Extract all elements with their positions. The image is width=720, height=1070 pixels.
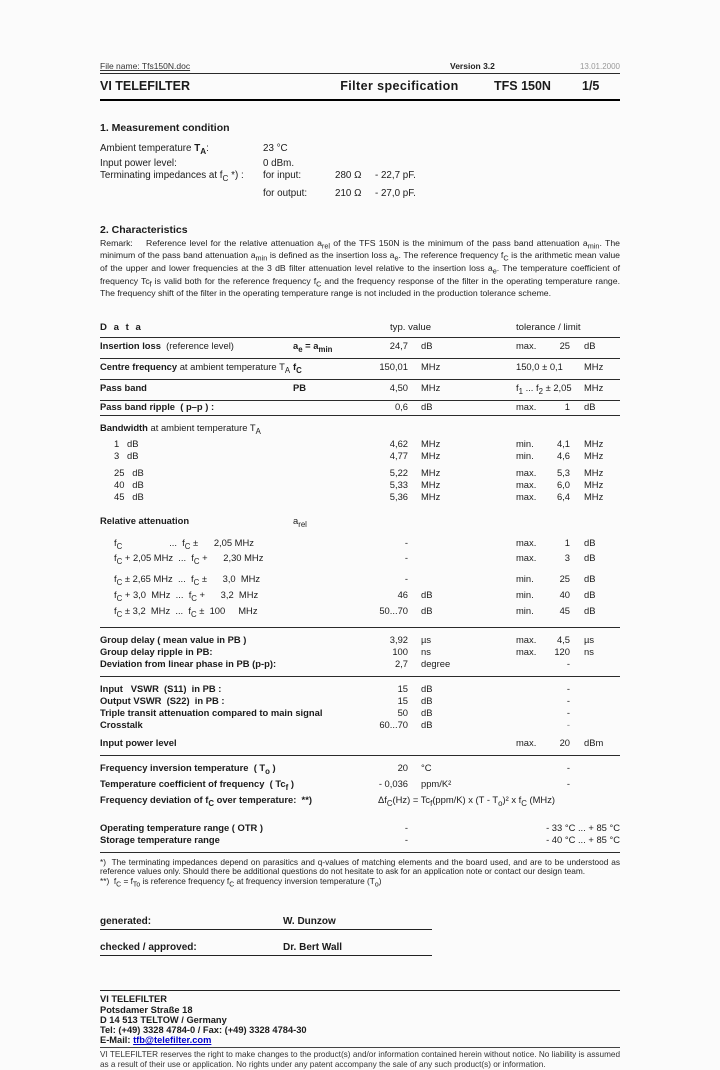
part-number: TFS 150N bbox=[494, 79, 551, 93]
tol-value: 120 bbox=[554, 645, 570, 657]
row-crosstalk bbox=[100, 719, 620, 731]
typ-value: 5,36 bbox=[389, 490, 408, 502]
tol-unit: MHz bbox=[584, 361, 604, 373]
row-label: Pass band bbox=[100, 381, 147, 393]
typ-value: 5,22 bbox=[389, 466, 408, 478]
tol-unit: MHz bbox=[584, 478, 604, 490]
file-name: File name: Tfs150N.doc bbox=[100, 61, 191, 71]
typ-value: 15 bbox=[397, 682, 408, 694]
tol-value: 20 bbox=[559, 736, 570, 748]
company-name: VI TELEFILTER bbox=[100, 79, 191, 93]
tol-unit: dB bbox=[584, 605, 596, 617]
row-label: Group delay ( mean value in PB ) bbox=[100, 633, 247, 645]
row-triple-transit bbox=[100, 707, 620, 719]
tol-unit: MHz bbox=[584, 437, 604, 449]
typ-value: 20 bbox=[397, 761, 408, 773]
mc-label: Terminating impedances at $f_C$ *) : bbox=[100, 170, 244, 184]
typ-value: - bbox=[404, 536, 408, 548]
typ-value: 4,50 bbox=[389, 381, 408, 393]
bw-level: 40 dB bbox=[114, 478, 144, 490]
typ-value: 150,01 bbox=[379, 361, 408, 373]
row-ra-5 bbox=[100, 605, 620, 621]
row-input-power-level bbox=[100, 737, 620, 749]
tol-unit: µs bbox=[584, 633, 595, 645]
checked-label: checked / approved: bbox=[100, 942, 197, 954]
tol-value: 6,0 bbox=[556, 478, 570, 490]
typ-unit: dB bbox=[421, 340, 433, 352]
bw-level: 1 dB bbox=[114, 437, 139, 449]
typ-value: - 0,036 bbox=[378, 777, 408, 789]
row-bandwidth-1db bbox=[100, 438, 620, 450]
tol-prefix: min. bbox=[516, 605, 534, 617]
frequency-range: $f_C \pm 2,65$ MHz ... $f_C$ ± 3,0 MHz bbox=[114, 573, 261, 588]
row-symbol: $f_C$ bbox=[293, 361, 302, 375]
tol-value: 1 bbox=[564, 536, 570, 548]
tol-unit: MHz bbox=[584, 490, 604, 502]
typ-value: 100 bbox=[392, 645, 408, 657]
row-label: Pass band ripple ( p–p ) : bbox=[100, 400, 215, 412]
typ-unit: degree bbox=[421, 657, 451, 669]
tol-dash: - bbox=[566, 682, 570, 694]
deviation-formula: $\Delta f_C(Hz) = Tc_f(ppm/K)$ x $(T - T_o)^2$ x $f_C$ (MHz) bbox=[378, 793, 556, 808]
typ-unit: dB bbox=[421, 589, 433, 601]
typ-value: - bbox=[404, 573, 408, 585]
header-title-row bbox=[100, 74, 620, 99]
row-operating-temp-range bbox=[100, 822, 620, 834]
typ-value: 3,92 bbox=[389, 633, 408, 645]
mc-value: 0 dBm. bbox=[263, 158, 295, 170]
typ-unit: MHz bbox=[421, 466, 441, 478]
row-label: Centre frequency at ambient temperature $T_A$ bbox=[100, 361, 291, 375]
tol-prefix: max. bbox=[516, 400, 537, 412]
tol-prefix: min. bbox=[516, 589, 534, 601]
typ-value: - bbox=[404, 833, 408, 845]
tol-value: 45 bbox=[559, 605, 570, 617]
generated-row bbox=[100, 916, 432, 930]
row-pass-band-ripple bbox=[100, 401, 620, 413]
tol-prefix: max. bbox=[516, 736, 537, 748]
tol-unit: MHz bbox=[584, 449, 604, 461]
row-centre-frequency bbox=[100, 359, 620, 379]
email-link[interactable]: tfb@telefilter.com bbox=[133, 1035, 212, 1046]
tol-dash: - bbox=[566, 694, 570, 706]
row-frequency-deviation bbox=[100, 794, 620, 810]
tol-prefix: max. bbox=[516, 490, 537, 502]
mc-row-ambient bbox=[100, 143, 620, 158]
footnote-1: *) The terminating impedances depend on parasitics and q-values of matching elements and the board used, and are to be understood as reference values only. Should there be additional questions do not hesitate to ask for an application note or contact our design team. bbox=[100, 856, 620, 877]
bandwidth-title: Bandwidth at ambient temperature $T_A$ bbox=[100, 421, 261, 436]
tol-dash: - bbox=[566, 761, 570, 773]
frequency-range: $f_C \pm 3,2$ MHz ... $f_C \pm 100$ MHz bbox=[114, 605, 258, 619]
typ-value: 5,33 bbox=[389, 478, 408, 490]
tol-value: 4,6 bbox=[556, 449, 570, 461]
table-header-row bbox=[100, 322, 620, 337]
checked-row bbox=[100, 942, 432, 956]
typ-unit: dB bbox=[421, 718, 433, 730]
tol-prefix: max. bbox=[516, 466, 537, 478]
row-group-delay-ripple bbox=[100, 646, 620, 658]
row-label: Group delay ripple in PB: bbox=[100, 645, 213, 657]
typ-value: - bbox=[404, 821, 408, 833]
tol-unit: MHz bbox=[584, 381, 604, 393]
tol-prefix: min. bbox=[516, 573, 534, 585]
row-input-vswr bbox=[100, 683, 620, 695]
typ-unit: dB bbox=[421, 400, 433, 412]
generated-label: generated: bbox=[100, 916, 152, 928]
row-label: Operating temperature range ( OTR ) bbox=[100, 821, 264, 833]
frequency-range: $f_C$ ... $f_C$ ± 2,05 MHz bbox=[114, 536, 254, 551]
section1-title: 1. Measurement condition bbox=[100, 122, 230, 134]
typ-unit: ppm/K² bbox=[421, 777, 452, 789]
section2-title: 2. Characteristics bbox=[100, 223, 188, 236]
tol-prefix: min. bbox=[516, 449, 534, 461]
footer-email-line bbox=[100, 1035, 620, 1045]
tol-value: 5,3 bbox=[556, 466, 570, 478]
tol-prefix: max. bbox=[516, 478, 537, 490]
row-temp-coefficient bbox=[100, 778, 620, 794]
email-label: E-Mail: bbox=[100, 1035, 134, 1046]
tol-dash: - bbox=[566, 706, 570, 718]
footer-company: VI TELEFILTER bbox=[100, 994, 167, 1005]
tol-unit: dB bbox=[584, 340, 596, 352]
row-symbol: PB bbox=[293, 381, 307, 393]
row-ra-4 bbox=[100, 589, 620, 605]
row-label: Frequency inversion temperature ( $T_o$ ) bbox=[100, 761, 276, 776]
header-divider-thick bbox=[100, 99, 620, 101]
tol-prefix: max. bbox=[516, 552, 537, 564]
footer-disclaimer: VI TELEFILTER reserves the right to make changes to the product(s) and/or information contained herein without notice. No liability is assumed as a result of their use or application. No rights under any patent accompany the sale of any such product(s) or information. bbox=[100, 1050, 620, 1069]
mc-row-impedance-input bbox=[100, 170, 620, 185]
typ-unit: MHz bbox=[421, 490, 441, 502]
typ-value: 24,7 bbox=[389, 340, 408, 352]
tol-prefix: max. bbox=[516, 340, 537, 352]
header-meta-row bbox=[100, 60, 620, 73]
col-header-data: D a t a bbox=[100, 322, 143, 334]
tol-prefix: max. bbox=[516, 645, 537, 657]
footer-city: D 14 513 TELTOW / Germany bbox=[100, 1014, 227, 1025]
footer-phone: Tel: (+49) 3328 4784-0 / Fax: (+49) 3328 4784-30 bbox=[100, 1024, 307, 1035]
footer-street: Potsdamer Straße 18 bbox=[100, 1004, 193, 1015]
spec-table bbox=[100, 322, 620, 852]
tol-unit: dB bbox=[584, 573, 596, 585]
mc-row-power bbox=[100, 158, 620, 170]
typ-unit: °C bbox=[421, 761, 432, 773]
typ-unit: MHz bbox=[421, 478, 441, 490]
version-label: Version 3.2 bbox=[450, 61, 495, 71]
row-insertion-loss bbox=[100, 338, 620, 358]
row-ra-2 bbox=[100, 552, 620, 568]
row-label: Insertion loss (reference level) bbox=[100, 340, 234, 352]
tol-unit: dBm bbox=[584, 736, 604, 748]
row-storage-temp-range bbox=[100, 834, 620, 846]
row-label: Deviation from linear phase in PB (p-p): bbox=[100, 657, 277, 669]
remark-paragraph: Remark: Reference level for the relative attenuation $a_{rel}$ of the TFS 150N is the minimum of the pass band attenuation $a_{min}$. The minimum of the pass band attenuation $a_{min}$ is defined as the insertion loss $a_e$. The reference frequency $f_C$ is the arithmetic mean value of the upper and lower frequencies at the 3 dB filter attenuation level relative to the insertion loss $a_e$. The temperature coefficient of frequency $Tc_f$ is valid both for the reference frequency $f_C$ and the frequency response of the filter in the operating temperature range. The frequency shift of the filter in the operating temperature range is not included in the production tolerance scheme. bbox=[100, 237, 620, 299]
row-label: Frequency deviation of $f_C$ over temperature: **) bbox=[100, 793, 312, 808]
col-header-tolerance: tolerance / limit bbox=[516, 322, 581, 334]
frequency-range: $f_C + 2,05$ MHz ... $f_C$ + 2,30 MHz bbox=[114, 552, 264, 567]
typ-value: 46 bbox=[397, 589, 408, 601]
row-label: Crosstalk bbox=[100, 718, 143, 730]
row-symbol: $a_e = a_{min}$ bbox=[293, 340, 333, 355]
typ-unit: dB bbox=[421, 605, 433, 617]
typ-unit: dB bbox=[421, 682, 433, 694]
footnotes bbox=[100, 858, 620, 891]
row-label: Input VSWR (S11) in PB : bbox=[100, 682, 222, 694]
tol-unit: dB bbox=[584, 536, 596, 548]
mc-label-empty bbox=[100, 188, 263, 200]
tol-value: 25 bbox=[559, 573, 570, 585]
row-label: Output VSWR (S22) in PB : bbox=[100, 694, 225, 706]
bw-level: 3 dB bbox=[114, 449, 139, 461]
tol-range: $f_1$ ... $f_2 \pm 2,05$ bbox=[516, 381, 572, 396]
typ-unit: MHz bbox=[421, 361, 441, 373]
tol-unit: dB bbox=[584, 589, 596, 601]
tol-unit: MHz bbox=[584, 466, 604, 478]
footnote-2: **) $f_C = f_{To}$ is reference frequency $f_C$ at frequency inversion temperature $(T_o)$ bbox=[100, 875, 382, 889]
typ-value: 15 bbox=[397, 694, 408, 706]
mc-capacitance: - 27,0 pF. bbox=[375, 187, 416, 199]
typ-unit: MHz bbox=[421, 437, 441, 449]
relative-attenuation-symbol: $a_{rel}$ bbox=[293, 514, 307, 529]
row-ra-3 bbox=[100, 573, 620, 589]
mc-label: Ambient temperature $T_A$: bbox=[100, 143, 209, 156]
temp-range: - 33 °C ... + 85 °C bbox=[546, 821, 620, 833]
bw-level: 45 dB bbox=[114, 490, 144, 502]
typ-value: 4,77 bbox=[389, 449, 408, 461]
page-footer bbox=[100, 990, 620, 1069]
mc-impedance: 210 Ω bbox=[335, 187, 362, 199]
revision-date: 13.01.2000 bbox=[579, 62, 620, 71]
row-label: Input power level bbox=[100, 736, 177, 748]
row-output-vswr bbox=[100, 695, 620, 707]
typ-unit: dB bbox=[421, 706, 433, 718]
tol-unit: dB bbox=[584, 400, 596, 412]
tol-dash: - bbox=[566, 718, 570, 730]
row-ra-1 bbox=[100, 537, 620, 553]
generated-value: W. Dunzow bbox=[283, 916, 336, 928]
mc-value: 23 °C bbox=[263, 143, 288, 154]
row-bandwidth-25db bbox=[100, 467, 620, 479]
bw-level: 25 dB bbox=[114, 466, 144, 478]
tol-unit: dB bbox=[584, 552, 596, 564]
mc-impedance: 280 Ω bbox=[335, 170, 362, 182]
mc-row-impedance-output bbox=[100, 188, 620, 200]
page-number: 1/5 bbox=[582, 79, 600, 93]
row-bandwidth-45db bbox=[100, 491, 620, 503]
mc-sub-label: for output: bbox=[263, 187, 308, 199]
document-title: Filter specification bbox=[340, 79, 459, 93]
row-bandwidth-title bbox=[100, 422, 620, 438]
row-group-delay bbox=[100, 634, 620, 646]
typ-value: 2,7 bbox=[394, 657, 408, 669]
temp-range: - 40 °C ... + 85 °C bbox=[546, 833, 620, 845]
col-header-typ: typ. value bbox=[390, 322, 432, 334]
tol-value: 25 bbox=[559, 340, 570, 352]
tol-unit: ns bbox=[584, 645, 594, 657]
typ-value: 50 bbox=[397, 706, 408, 718]
sign-off bbox=[100, 916, 620, 956]
mc-label: Input power level: bbox=[100, 158, 177, 170]
tol-prefix: max. bbox=[516, 633, 537, 645]
row-bandwidth-40db bbox=[100, 479, 620, 491]
row-label: Temperature coefficient of frequency ( $Tc_f$ ) bbox=[100, 777, 294, 792]
checked-value: Dr. Bert Wall bbox=[283, 942, 343, 954]
typ-unit: dB bbox=[421, 694, 433, 706]
typ-value: 50...70 bbox=[379, 605, 408, 617]
typ-value: 0,6 bbox=[394, 400, 408, 412]
tol-value: 1 bbox=[564, 400, 570, 412]
row-freq-inversion-temp bbox=[100, 762, 620, 778]
footer-address bbox=[100, 994, 620, 1045]
measurement-conditions bbox=[100, 143, 620, 200]
relative-attenuation-title: Relative attenuation bbox=[100, 514, 190, 526]
typ-value: - bbox=[404, 552, 408, 564]
row-label: Triple transit attenuation compared to main signal bbox=[100, 706, 323, 718]
tol-prefix: max. bbox=[516, 536, 537, 548]
typ-value: 60...70 bbox=[379, 718, 408, 730]
typ-unit: µs bbox=[421, 633, 432, 645]
row-pass-band bbox=[100, 380, 620, 400]
row-relative-attenuation-title bbox=[100, 515, 620, 531]
typ-value: 4,62 bbox=[389, 437, 408, 449]
tol-dash: - bbox=[566, 657, 570, 669]
tol-value: 40 bbox=[559, 589, 570, 601]
mc-capacitance: - 22,7 pF. bbox=[375, 170, 416, 182]
tol-value: 3 bbox=[564, 552, 570, 564]
tol-dash: - bbox=[566, 777, 570, 789]
row-phase-deviation bbox=[100, 658, 620, 670]
tol-value: 4,5 bbox=[556, 633, 570, 645]
tol-range: 150,0 ± 0,1 bbox=[516, 361, 563, 373]
tol-value: 6,4 bbox=[556, 490, 570, 502]
tol-value: 4,1 bbox=[556, 437, 570, 449]
typ-unit: MHz bbox=[421, 381, 441, 393]
mc-sub-label: for input: bbox=[263, 170, 302, 182]
typ-unit: MHz bbox=[421, 449, 441, 461]
tol-prefix: min. bbox=[516, 437, 534, 449]
typ-unit: ns bbox=[421, 645, 431, 657]
row-bandwidth-3db bbox=[100, 450, 620, 462]
row-label: Storage temperature range bbox=[100, 833, 220, 845]
frequency-range: $f_C + 3,0$ MHz ... $f_C$ + 3,2 MHz bbox=[114, 589, 259, 604]
